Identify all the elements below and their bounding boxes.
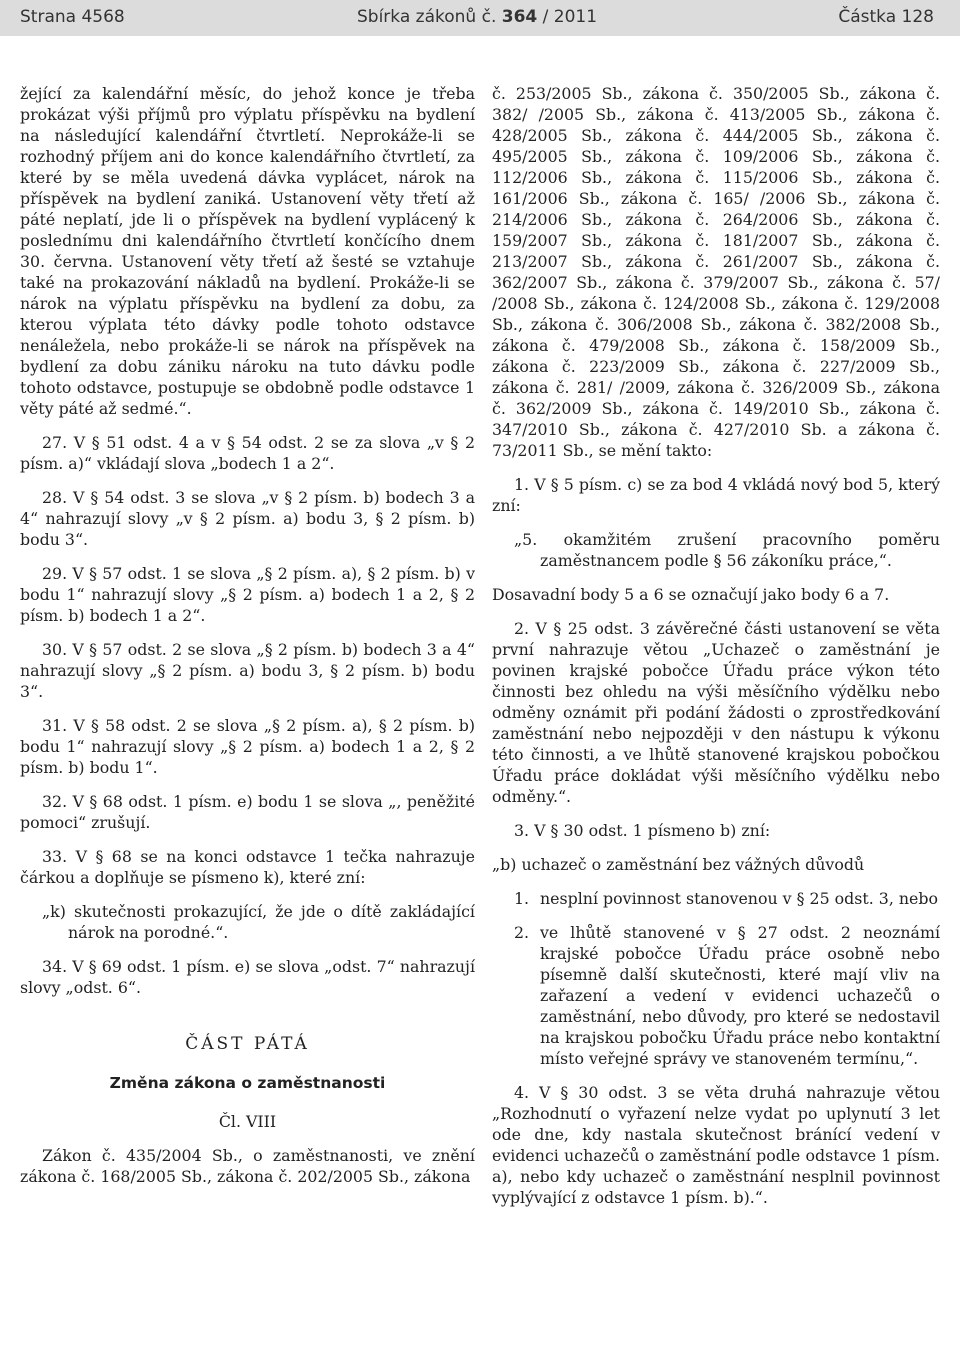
point-1-text: nesplní povinnost stanovenou v § 25 odst. 3, nebo: [540, 889, 939, 908]
item-3-point-2: [492, 922, 940, 1069]
item-2: 2. V § 25 odst. 3 závěrečné části ustanovení se věta první nahrazuje větou „Uchazeč o zaměstnání je povinen krajské pobočce Úřadu práce výkon této činnosti bez ohledu na výši měsíčního výdělku nebo odměny oznámit při podání žádosti o zprostředkování zaměstnání nebo nejpozději v den nástupu k výkonu této činnosti, a ve lhůtě stanovené krajskou pobočkou Úřadu práce dokládat výši měsíčního výdělku nebo odměny.“.: [492, 619, 940, 806]
law-intro: Zákon č. 435/2004 Sb., o zaměstnanosti, ve znění zákona č. 168/2005 Sb., zákona č. 202/2005 Sb., zákona: [20, 1146, 475, 1186]
point-2-number: 2.: [514, 923, 530, 942]
intro-paragraph: žející za kalendářní měsíc, do jehož konce je třeba prokázat výši příjmů pro výplatu příspěvku na bydlení na následující kalendářní čtvrtletí. Neprokáže-li se rozhodný příjem ani do konce kalendářního čtvrtletí, za které by se měla uvedená dávka vyplácet, nárok na příspěvek na bydlení zaniká. Ustanovení věty třetí až páté neplatí, jde li o příspěvek na bydlení vyplácený k poslednímu dni kalendářního čtvrtletí končícího dnem 30. června. Ustanovení věty třetí až šesté se vztahuje také na prokazování nákladů na bydlení. Prokáže-li se nárok na výplatu příspěvku na bydlení za dobu, za kterou výplata této dávky podle tohoto odstavce nenáležela, nebo prokáže-li se nárok na příspěvek na bydlení za dobu zániku nároku na tuto dávku podle tohoto odstavce, postupuje se obdobně podle odstavce 1 věty páté až sedmé.“.: [20, 84, 475, 418]
item-29: 29. V § 57 odst. 1 se slova „§ 2 písm. a), § 2 písm. b) v bodu 1“ nahrazují slovy „§ 2 písm. a) bodech 1 a 2, § 2 písm. b) bodech 1 a 2“.: [20, 564, 475, 625]
item-32: 32. V § 68 odst. 1 písm. e) bodu 1 se slova „, peněžité pomoci“ zrušují.: [20, 792, 475, 832]
item-33-letter-k: „k) skutečnosti prokazující, že jde o dítě zakládající nárok na porodné.“.: [42, 902, 475, 942]
item-28: 28. V § 54 odst. 3 se slova „v § 2 písm. b) bodech 3 a 4“ nahrazují slovy „v § 2 písm. a) bodu 3, § 2 písm. b) bodu 3“.: [20, 488, 475, 549]
item-1-note: Dosavadní body 5 a 6 se označují jako body 6 a 7.: [492, 585, 890, 604]
point-1-number: 1.: [514, 889, 530, 908]
item-33: 33. V § 68 se na konci odstavce 1 tečka nahrazuje čárkou a doplňuje se písmeno k), které zní:: [20, 847, 475, 887]
collection-number: 364: [501, 7, 538, 27]
item-3: 3. V § 30 odst. 1 písmeno b) zní:: [514, 821, 771, 840]
part-number: Částka 128: [838, 7, 934, 27]
collection-year: / 2011: [542, 7, 598, 27]
collection-title: [357, 7, 597, 27]
item-30: 30. V § 57 odst. 2 se slova „§ 2 písm. b) bodech 3 a 4“ nahrazují slovy „§ 2 písm. a) bodu 3, § 2 písm. b) bodu 3“.: [20, 640, 475, 701]
right-column: [492, 83, 940, 1208]
item-34: 34. V § 69 odst. 1 písm. e) se slova „odst. 7“ nahrazují slovy „odst. 6“.: [20, 957, 475, 997]
item-27: 27. V § 51 odst. 4 a v § 54 odst. 2 se za slova „v § 2 písm. a)“ vkládají slova „bodech 1 a 2“.: [20, 433, 475, 473]
article-number: Čl. VIII: [218, 1112, 277, 1131]
left-column: [20, 83, 475, 1187]
item-4: 4. V § 30 odst. 3 se věta druhá nahrazuje větou „Rozhodnutí o vyřazení nelze vydat po uplynutí 3 let ode dne, kdy nastala skutečnost bránící vedení v evidenci uchazečů o zaměstnání podle odstavce 1 písm. a), nebo kdy uchazeč o zaměstnání nesplnil povinnost vyplývající z odstavce 1 písm. b).“.: [492, 1083, 940, 1207]
collection-prefix: Sbírka zákonů č.: [357, 7, 497, 27]
item-1: 1. V § 5 písm. c) se za bod 4 vkládá nový bod 5, který zní:: [492, 475, 940, 515]
part-title: ČÁST PÁTÁ: [185, 1034, 310, 1054]
item-31: 31. V § 58 odst. 2 se slova „§ 2 písm. a), § 2 písm. b) bodu 1“ nahrazují slovy „§ 2 písm. a) bodech 1 a 2, § 2 písm. b) bodu 1“.: [20, 716, 475, 777]
item-3-letter-b: „b) uchazeč o zaměstnání bez vážných důvodů: [492, 855, 865, 874]
page-header: [0, 0, 960, 36]
page-number: Strana 4568: [20, 7, 125, 27]
point-2-text: ve lhůtě stanovené v § 27 odst. 2 neoznámí krajské pobočce Úřadu práce osobně nebo písemně další skutečnosti, které mají vliv na zařazení a vedení v evidenci uchazečů o zaměstnání, nebo důvody, pro které se nedostavil na krajskou pobočku Úřadu práce nebo kontaktní místo veřejné správy ve stanoveném termínu,“.: [540, 923, 940, 1068]
item-3-point-1: [492, 888, 940, 909]
law-title: Změna zákona o zaměstnanosti: [109, 1074, 386, 1092]
amendment-list: č. 253/2005 Sb., zákona č. 350/2005 Sb., zákona č. 382/ /2005 Sb., zákona č. 413/2005 Sb., zákona č. 428/2005 Sb., zákona č. 444/2005 Sb., zákona č. 495/2005 Sb., zákona č. 109/2006 Sb., zákona č. 112/2006 Sb., zákona č. 115/2006 Sb., zákona č. 161/2006 Sb., zákona č. 165/ /2006 Sb., zákona č. 214/2006 Sb., zákona č. 264/2006 Sb., zákona č. 159/2007 Sb., zákona č. 181/2007 Sb., zákona č. 213/2007 Sb., zákona č. 261/2007 Sb., zákona č. 362/2007 Sb., zákona č. 379/2007 Sb., zákona č. 57/ /2008 Sb., zákona č. 124/2008 Sb., zákona č. 129/2008 Sb., zákona č. 306/2008 Sb., zákona č. 382/2008 Sb., zákona č. 479/2008 Sb., zákona č. 158/2009 Sb., zákona č. 223/2009 Sb., zákona č. 227/2009 Sb., zákona č. 281/ /2009, zákona č. 326/2009 Sb., zákona č. 362/2009 Sb., zákona č. 149/2010 Sb., zákona č. 347/2010 Sb., zákona č. 427/2010 Sb. a zákona č. 73/2011 Sb., se mění takto:: [492, 84, 940, 460]
item-1-quote: „5. okamžitém zrušení pracovního poměru zaměstnancem podle § 56 zákoníku práce,“.: [514, 530, 940, 570]
